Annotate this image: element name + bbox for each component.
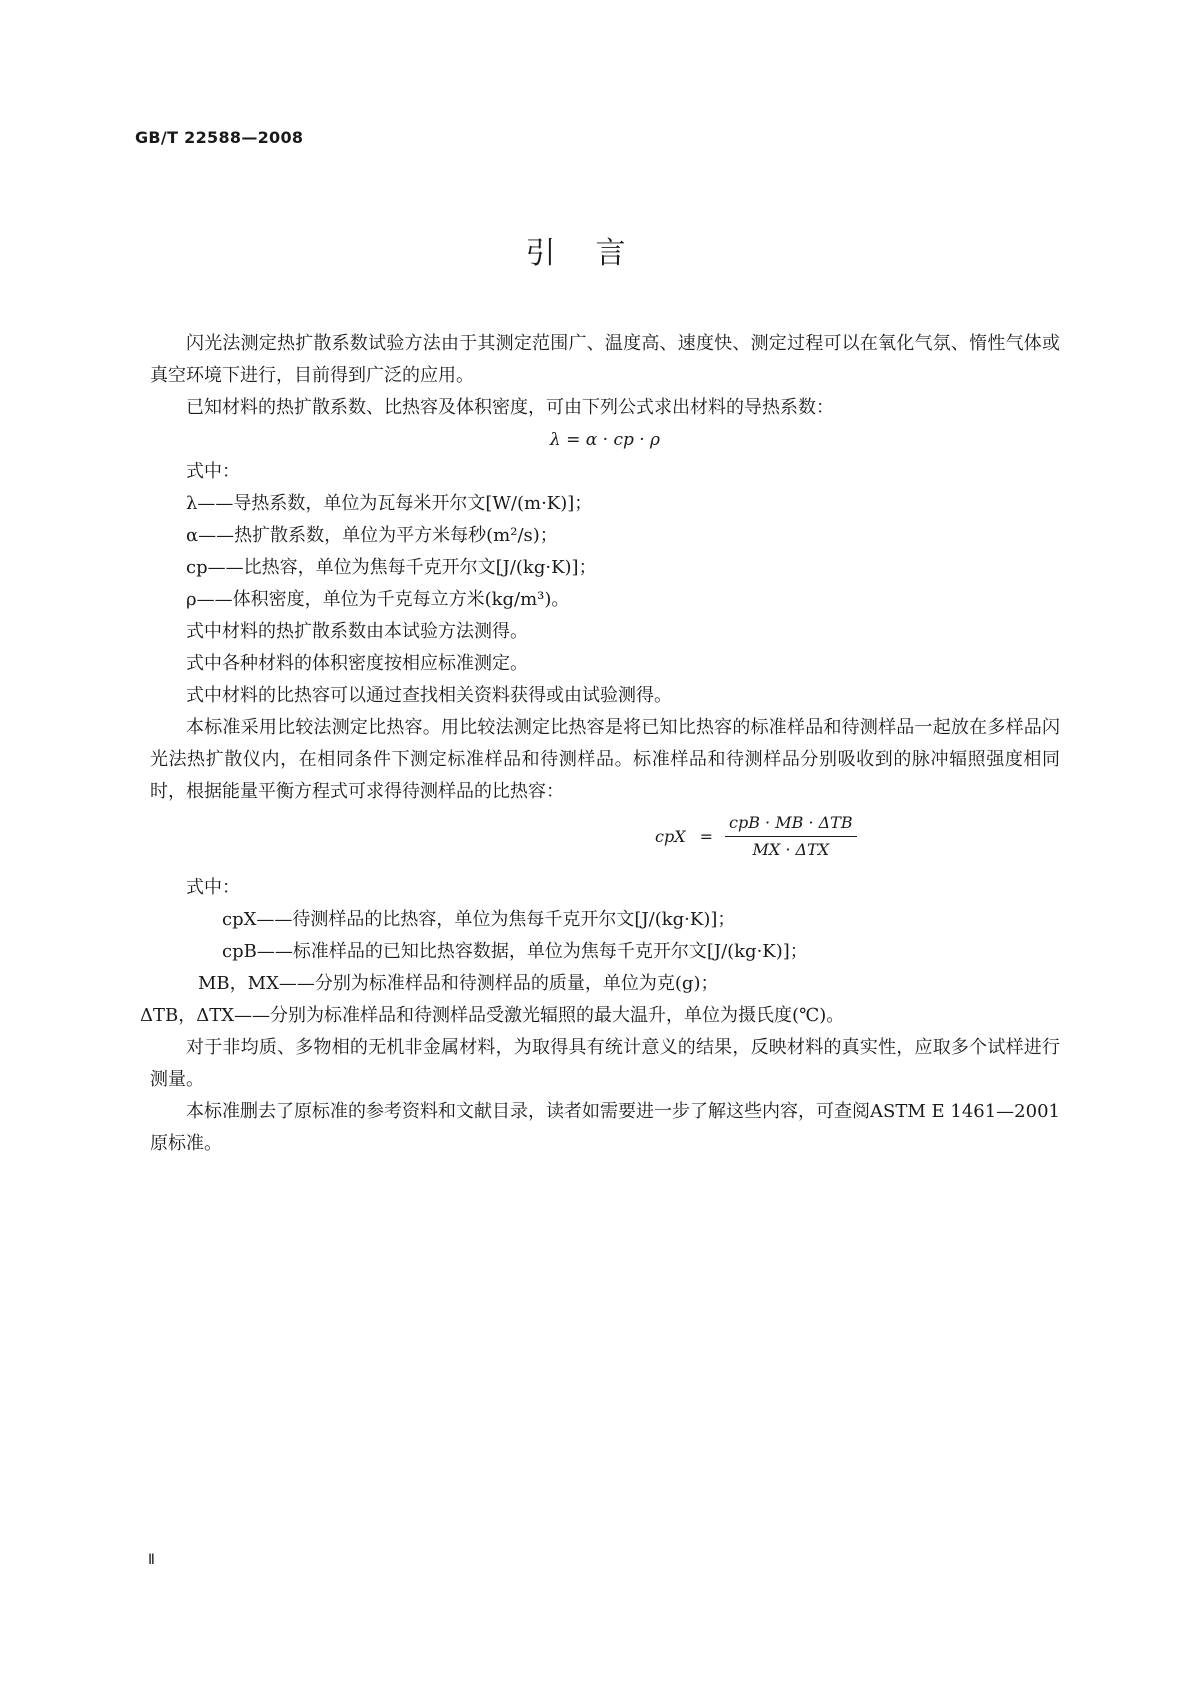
definition-alpha: α——热扩散系数，单位为平方米每秒(m²/s)； (186, 525, 558, 546)
paragraph-references-note: 本标准删去了原标准的参考资料和文献目录，读者如需要进一步了解这些内容，可查阅ASTM E 1461—2001原标准。 (150, 1101, 1060, 1154)
standard-number: GB/T 22588—2008 (135, 128, 304, 147)
paragraph-comparison-method: 本标准采用比较法测定比热容。用比较法测定比热容是将已知比热容的标准样品和待测样品一起放在多样品闪光法热扩散仪内，在相同条件下测定标准样品和待测样品。标准样品和待测样品分别吸收到的脉冲辐照强度相同时，根据能量平衡方程式可求得待测样品的比热容： (150, 717, 1060, 802)
formula-numerator: cpB · MB · ΔTB (725, 810, 857, 837)
definition-cp: cp——比热容，单位为焦每千克开尔文[J/(kg·K)]； (186, 557, 597, 578)
where-label-1: 式中： (186, 461, 240, 482)
definition-cpb: cpB——标准样品的已知比热容数据，单位为焦每千克开尔文[J/(kg·K)]； (222, 941, 808, 962)
paragraph-diffusivity-note: 式中材料的热扩散系数由本试验方法测得。 (186, 621, 528, 642)
formula-thermal-conductivity: λ = α · cp · ρ (549, 430, 661, 450)
page-title: 引言 (525, 236, 666, 271)
definition-lambda: λ——导热系数，单位为瓦每米开尔文[W/(m·K)]； (186, 493, 593, 514)
paragraph-heterogeneous-note: 对于非均质、多物相的无机非金属材料，为取得具有统计意义的结果，反映材料的真实性，应取多个试样进行测量。 (150, 1037, 1060, 1090)
document-body (140, 328, 1060, 1160)
where-label-2: 式中： (186, 877, 240, 898)
definition-rho: ρ——体积密度，单位为千克每立方米(kg/m³)。 (186, 589, 570, 610)
formula-equals: = (699, 826, 713, 846)
definition-cpx: cpX——待测样品的比热容，单位为焦每千克开尔文[J/(kg·K)]； (222, 909, 736, 930)
paragraph-density-note: 式中各种材料的体积密度按相应标准测定。 (186, 653, 528, 674)
definition-temperature-rise: ΔTB，ΔTX——分别为标准样品和待测样品受激光辐照的最大温升，单位为摄氏度(℃)。 (140, 1005, 845, 1026)
formula-specific-heat (150, 808, 1060, 872)
formula-denominator: MX · ΔTX (752, 840, 830, 859)
paragraph-formula-lead: 已知材料的热扩散系数、比热容及体积密度，可由下列公式求出材料的导热系数： (186, 397, 834, 418)
paragraph-heat-capacity-note: 式中材料的比热容可以通过查找相关资料获得或由试验测得。 (186, 685, 672, 706)
page-number: Ⅱ (148, 1552, 155, 1568)
paragraph-intro: 闪光法测定热扩散系数试验方法由于其测定范围广、温度高、速度快、测定过程可以在氧化气氛、惰性气体或真空环境下进行，目前得到广泛的应用。 (150, 333, 1060, 386)
definition-mass: MB，MX——分别为标准样品和待测样品的质量，单位为克(g)； (198, 973, 719, 994)
formula-lhs: cpX (655, 826, 686, 846)
